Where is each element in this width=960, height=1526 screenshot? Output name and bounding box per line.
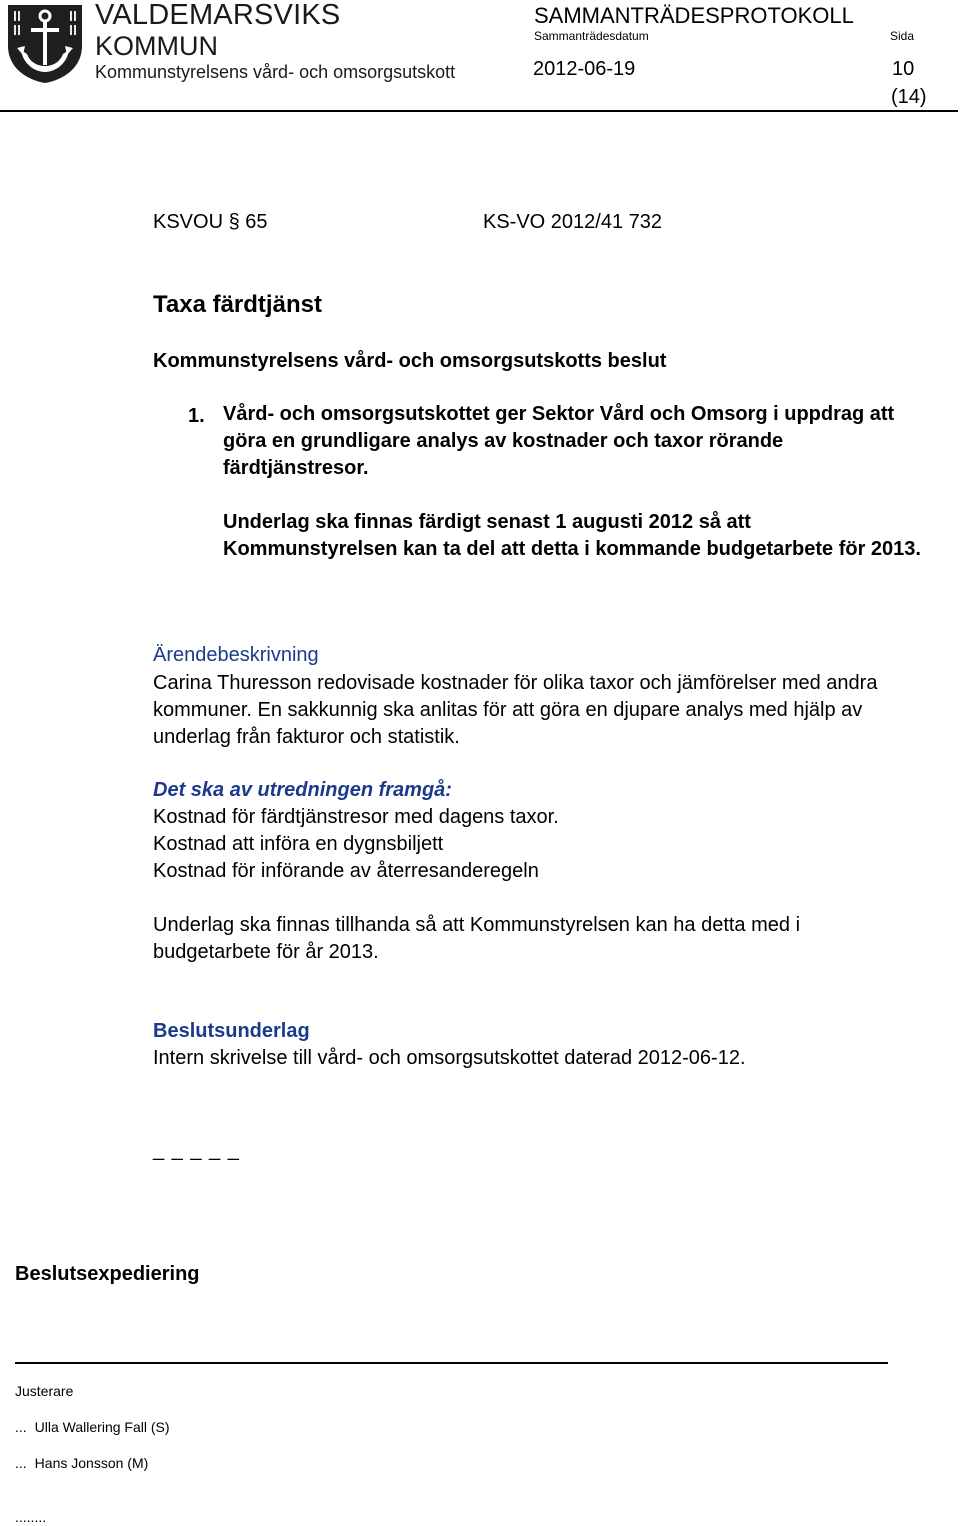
committee-name: Kommunstyrelsens vård- och omsorgsutskott [95,62,456,82]
investigation-item: Kostnad att införa en dygnsbiljett [153,833,444,855]
signers-label: Justerare [15,1383,74,1399]
signature-dots: ... [15,1419,27,1435]
signer-row [15,1418,170,1436]
basis-heading: Beslutsunderlag [153,1020,310,1042]
document-type: SAMMANTRÄDESPROTOKOLL [534,3,854,28]
decision-heading: Kommunstyrelsens vård- och omsorgsutskotts beslut [153,350,667,372]
dispatch-heading: Beslutsexpediering [15,1263,200,1285]
decision-item-number: 1. [188,405,205,427]
description-heading: Ärendebeskrivning [153,644,319,666]
signer-name: Hans Jonsson (M) [34,1455,149,1471]
description-text: Carina Thuresson redovisade kostnader för olika taxor och jämförelser med andra kommuner. En sakkunnig ska anlitas för att göra en djupare analys med hjälp av underlag från fakturor och statistik. [153,672,878,748]
meeting-date: 2012-06-19 [533,58,636,80]
coat-of-arms-logo [5,2,85,84]
org-name-line2: KOMMUN [95,31,218,61]
closing-text: Underlag ska finnas tillhanda så att Kommunstyrelsen kan ha detta med i budgetarbete för år 2013. [153,914,801,963]
decision-item-text: Vård- och omsorgsutskottet ger Sektor Vård och Omsorg i uppdrag att göra en grundligare analys av kostnader och taxor rörande färdtjänstresor. [223,403,895,479]
investigation-heading: Det ska av utredningen framgå: [153,779,452,801]
investigation-item: Kostnad för införande av återresanderegeln [153,860,539,882]
org-name-line1: VALDEMARSVIKS [95,0,341,31]
signature-placeholder: ........ [15,1509,47,1525]
page-total: (14) [891,86,927,108]
signer-name: Ulla Wallering Fall (S) [34,1419,170,1435]
signature-dots: ... [15,1455,27,1471]
case-title: Taxa färdtjänst [153,291,322,318]
date-label: Sammanträdesdatum [534,29,649,43]
page-number: 10 [892,58,915,80]
page-label: Sida [890,29,915,43]
basis-text: Intern skrivelse till vård- och omsorgsutskottet daterad 2012-06-12. [153,1047,746,1069]
diary-number: KS-VO 2012/41 732 [483,211,663,233]
section-separator: _ _ _ _ _ [153,1139,240,1161]
header-divider [0,110,958,112]
signer-row [15,1454,148,1472]
paragraph-reference: KSVOU § 65 [153,211,268,233]
decision-item-followup: Underlag ska finnas färdigt senast 1 augusti 2012 så att Kommunstyrelsen kan ta del att detta i kommande budgetarbete för 2013. [223,511,921,560]
signature-divider [15,1362,888,1364]
investigation-item: Kostnad för färdtjänstresor med dagens taxor. [153,806,559,828]
